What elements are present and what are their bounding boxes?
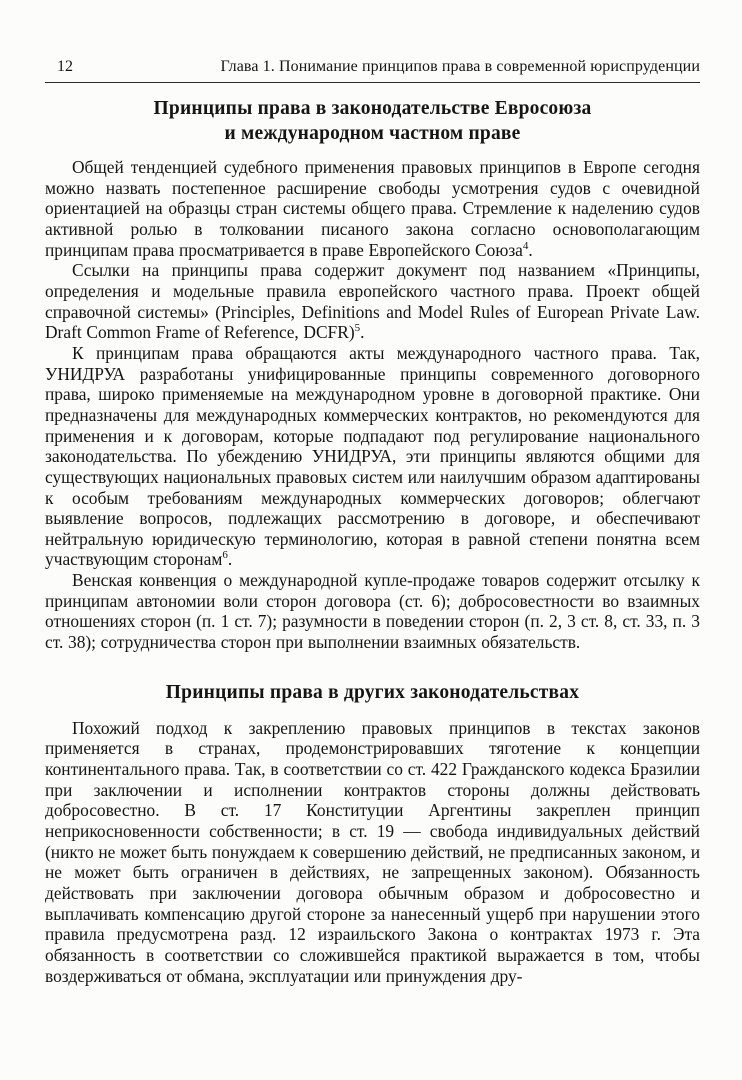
- section-heading-eu: [45, 96, 700, 146]
- section-eu-body: [45, 157, 700, 653]
- paragraph-other-1: Похожий подход к закреплению правовых принципов в текстах законов применяется в странах, продемонстрировавших тяготение к концепции континентального права. Так, в соответствии со ст. 422 Гражданского кодекса Бразилии при заключении и исполнении контрактов стороны должны действовать добросовестно. В ст. 17 Конституции Аргентины закреплен принцип неприкосновенности собственности; в ст. 19 — свобода индивидуальных действий (никто не может быть понуждаем к совершению действий, не предписанных законом, и не может быть ограничен в действиях, не запрещенных законом). Обязанность действовать при заключении договора обычным образом и добросовестно и выплачивать компенсацию другой стороне за нанесенный ущерб при нарушении этого правила предусмотрена разд. 12 израильского Закона о контрактах 1973 г. Эта обязанность в соответствии со сложившейся практикой выражается в том, чтобы воздерживаться от обмана, эксплуатации или принуждения дру-: [45, 717, 700, 986]
- page-number: 12: [57, 58, 73, 75]
- paragraph-eu-1: Общей тенденцией судебного применения правовых принципов в Европе сегодня можно назвать постепенное расширение свободы усмотрения судов с очевидной ориентацией на образцы стран системы общего права. Стремление к наделению судов активной ролью в толковании писаного закона согласно основополагающим принципам права просматривается в праве Европейского Союза$^4$.: [45, 157, 700, 260]
- paragraph-eu-4: Венская конвенция о международной купле-продаже товаров содержит отсылку к принципам автономии воли сторон договора (ст. 6); добросовестности во взаимных отношениях сторон (п. 1 ст. 7); разумности в поведении сторон (п. 2, 3 ст. 8, ст. 33, п. 3 ст. 38); сотрудничества сторон при выполнении взаимных обязательств.: [45, 570, 700, 653]
- footnote-marker: 5: [354, 322, 361, 335]
- running-head: Глава 1. Понимание принципов права в современной юриспруденции: [220, 58, 700, 75]
- paragraph-eu-2: Ссылки на принципы права содержит документ под названием «Принципы, определения и модельные правила европейского частного права. Проект общей справочной системы» (Principles, Definitions and Model Rules of European Private Law. Draft Common Frame of Reference, DCFR)$^5$.: [45, 260, 700, 343]
- footnote-marker: 6: [222, 549, 228, 562]
- section-heading-other-line1: Принципы права в других законодательствах: [165, 681, 580, 703]
- section-heading-eu-line1: Принципы права в законодательстве Евросоюза: [153, 98, 592, 119]
- page-header: [45, 57, 700, 83]
- footnote-marker: 4: [522, 239, 529, 252]
- section-heading-eu-line2: и международном частном праве: [224, 123, 521, 144]
- section-other-body: [45, 718, 700, 987]
- section-heading-other: [45, 680, 700, 705]
- paragraph-eu-3: К принципам права обращаются акты международного частного права. Так, УНИДРУА разработаны унифицированные принципы современного договорного права, широко применяемые на международном уровне в договорной практике. Они предназначены для международных коммерческих контрактов, но рекомендуются для применения и к договорам, которые подпадают под регулирование национального законодательства. По убеждению УНИДРУА, эти принципы являются общими для существующих национальных правовых систем или наилучшим образом адаптированы к особым требованиям международных коммерческих договоров; облегчают выявление вопросов, подлежащих рассмотрению в договоре, и обеспечивают нейтральную юридическую терминологию, которая в равной степени понятна всем участвующим сторонам$^6$.: [45, 342, 700, 570]
